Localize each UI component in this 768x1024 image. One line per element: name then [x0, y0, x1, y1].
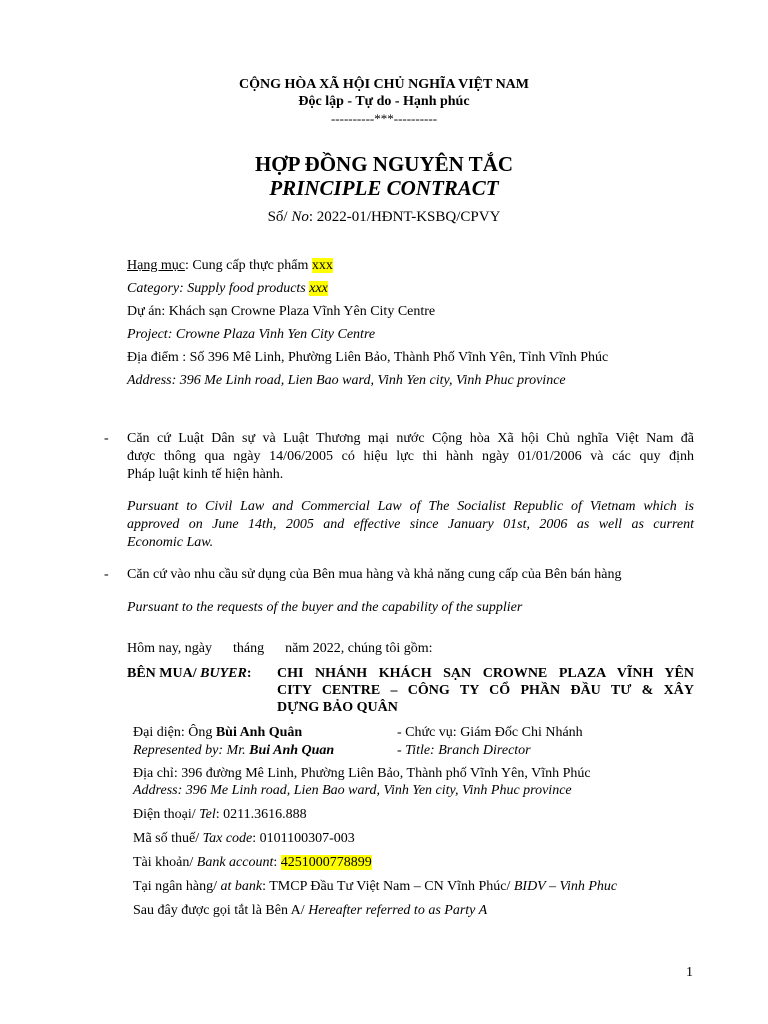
rep-en [133, 742, 334, 760]
clause-en: Pursuant to the requests of the buyer and the capability of the supplier [127, 600, 523, 615]
hereafter-vn: Sau đây được gọi tắt là Bên A/ [133, 903, 309, 918]
project-vn: Dự án: Khách sạn Crowne Plaza Vĩnh Yên City Centre [127, 304, 436, 319]
position-vn: - Chức vụ: Giám Đốc Chi Nhánh [397, 725, 583, 740]
category-vn-value: : Cung cấp thực phẩm [184, 258, 312, 273]
tax-label-vn: Mã số thuế/ [133, 831, 203, 846]
address-en: Address: 396 Me Linh road, Lien Bao ward, Vinh Yen city, Vinh Phuc province [127, 373, 566, 388]
buyer-tax-code [133, 830, 355, 848]
motto-heading: Độc lập - Tự do - Hạnh phúc [298, 94, 470, 109]
buyer-bank-account [133, 854, 372, 872]
clause-line: được thông qua ngày 14/06/2005 có hiệu lực thi hành ngày 01/01/2006 và các quy định [127, 449, 694, 464]
number-value: : 2022-01/HĐNT-KSBQ/CPVY [308, 209, 501, 225]
category-vn-label: Hạng mục [127, 258, 185, 273]
phone-label-vn: Điện thoại/ [133, 807, 200, 822]
number-label-en: No [291, 209, 309, 225]
bank-colon: : [273, 855, 281, 870]
bankname-label-en: at bank [220, 879, 263, 894]
buyer-address-en: Address: 396 Me Linh road, Lien Bao ward, Vinh Yen city, Vinh Phuc province [133, 783, 572, 798]
category-vn [127, 257, 333, 275]
contract-title-en: PRINCIPLE CONTRACT [269, 176, 499, 200]
buyer-name-line: CHI NHÁNH KHÁCH SẠN CROWNE PLAZA VĨNH YÊN [277, 666, 694, 681]
phone-label-en: Tel [199, 807, 216, 822]
contract-number [0, 208, 768, 226]
hereafter-en: Hereafter referred to as Party A [308, 903, 488, 918]
tax-label-en: Tax code [202, 831, 253, 846]
rep-vn [133, 724, 302, 742]
clause-bullet: - [104, 431, 109, 446]
bank-account-value: 4251000778899 [280, 855, 372, 870]
bankname-en-value: BIDV – Vinh Phuc [513, 879, 618, 894]
clause-line: Economic Law. [127, 535, 214, 550]
page-number: 1 [686, 965, 693, 980]
clause-en [127, 498, 694, 552]
bank-label-vn: Tài khoản/ [133, 855, 197, 870]
nation-heading: CỘNG HÒA XÃ HỘI CHỦ NGHĨA VIỆT NAM [238, 77, 529, 92]
bankname-label-vn: Tại ngân hàng/ [133, 879, 221, 894]
category-vn-highlight: xxx [311, 258, 333, 273]
header-divider: ----------***---------- [330, 111, 438, 126]
project-en: Project: Crowne Plaza Vinh Yen City Centre [127, 327, 376, 342]
intro-line: Hôm nay, ngày tháng năm 2022, chúng tôi gồm: [127, 641, 433, 656]
rep-vn-name: Bùi Anh Quân [215, 725, 303, 740]
buyer-hereafter [133, 902, 487, 920]
tax-value: : 0101100307-003 [252, 831, 355, 846]
buyer-name-line: DỰNG BẢO QUÂN [277, 700, 398, 715]
buyer-label-en: BUYER [200, 666, 247, 681]
buyer-bank-name [133, 878, 617, 896]
phone-value: : 0211.3616.888 [215, 807, 307, 822]
rep-en-label: Represented by: Mr. [133, 743, 250, 758]
category-en [127, 280, 328, 298]
clause-bullet: - [104, 567, 109, 582]
bankname-value: : TMCP Đầu Tư Việt Nam – CN Vĩnh Phúc/ [262, 879, 514, 894]
category-en-highlight: xxx [309, 281, 328, 296]
clause-line: Căn cứ Luật Dân sự và Luật Thương mại nước Cộng hòa Xã hội Chủ nghĩa Việt Nam đã [127, 431, 694, 446]
position-en: - Title: Branch Director [397, 743, 531, 758]
buyer-label-colon: : [246, 666, 252, 681]
location-vn: Địa điểm : Số 396 Mê Linh, Phường Liên Bảo, Thành Phố Vĩnh Yên, Tỉnh Vĩnh Phúc [127, 350, 609, 365]
buyer-name [277, 665, 694, 716]
buyer-address-vn: Địa chỉ: 396 đường Mê Linh, Phường Liên Bảo, Thành phố Vĩnh Yên, Vĩnh Phúc [133, 766, 591, 781]
buyer-label-vn: BÊN MUA/ [127, 666, 201, 681]
contract-title-vn: HỢP ĐỒNG NGUYÊN TẮC [254, 152, 514, 176]
number-label-vn: Số/ [267, 209, 288, 225]
buyer-phone [133, 806, 307, 824]
buyer-name-line: CITY CENTRE – CÔNG TY CỔ PHẦN ĐẦU TƯ & XÂY [277, 683, 694, 698]
clause-line: approved on June 14th, 2005 and effective since January 01st, 2006 as well as current [127, 517, 694, 532]
buyer-label [127, 665, 251, 683]
clause-line: Pháp luật kinh tế hiện hành. [127, 467, 284, 482]
category-en-value: Category: Supply food products [127, 281, 310, 296]
clause-vn: Căn cứ vào nhu cầu sử dụng của Bên mua hàng và khả năng cung cấp của Bên bán hàng [127, 567, 622, 582]
clause-vn [127, 430, 694, 484]
rep-vn-label: Đại diện: Ông [133, 725, 216, 740]
rep-en-name: Bui Anh Quan [249, 743, 335, 758]
bank-label-en: Bank account [196, 855, 274, 870]
clause-line: Pursuant to Civil Law and Commercial Law of The Socialist Republic of Vietnam which is [127, 499, 694, 514]
